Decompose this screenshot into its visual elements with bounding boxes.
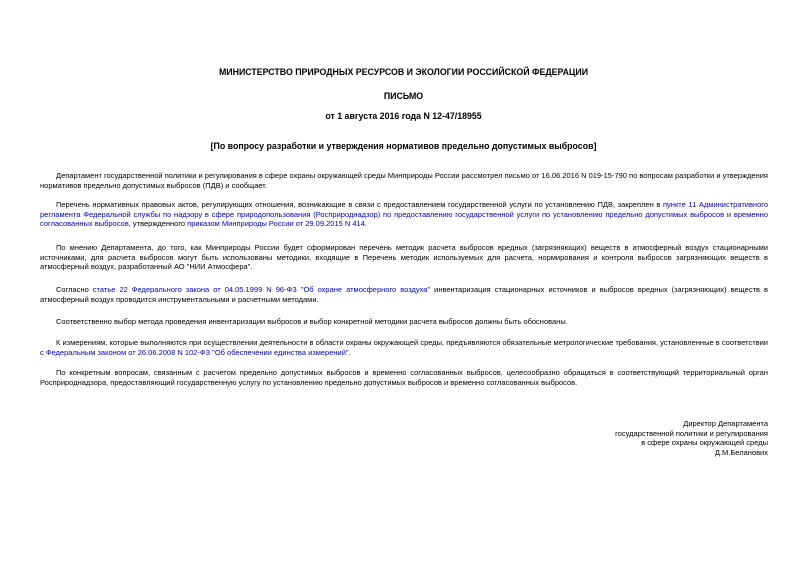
paragraph-4-text-a: Согласно	[56, 285, 93, 294]
link-order-414[interactable]: приказом Минприроды России от 29.09.2015 N 414	[187, 219, 365, 229]
doc-type-heading: ПИСЬМО	[383, 91, 424, 101]
signature-title: Директор Департамента	[683, 419, 768, 428]
paragraph-3: По мнению Департамента, до того, как Минприроды России будет сформирован перечень методик расчета выбросов вредных (загрязняющих) веществ в атмосферный воздух стационарными источниками, для расчета выбросов могут быть использованы методики, входящие в Перечень методик используемых для расчета, нормирования и контроля выбросов загрязняющих веществ в атмосферный воздух, разработанный АО "НИИ Атмосфера".	[40, 243, 768, 272]
paragraph-1: Департамент государственной политики и регулирования в сфере охраны окружающей среды Минприроды России рассмотрел письмо от 16.06.2016 N 019-15-790 по вопросам разработки и утверждения нормативов предельно допустимых выбросов (ПДВ) и сообщает.	[40, 171, 768, 190]
paragraph-2-text-c: .	[364, 219, 367, 229]
signature-name: Д.М.Белановиx	[714, 447, 768, 457]
signature-department-area: в сфере охраны окружающей среды	[641, 438, 768, 448]
ministry-heading: МИНИСТЕРСТВО ПРИРОДНЫХ РЕСУРСОВ И ЭКОЛОГИИ РОССИЙСКОЙ ФЕДЕРАЦИИ	[218, 67, 589, 77]
paragraph-2-text-b: , утвержденного	[128, 219, 188, 229]
date-number-heading: от 1 августа 2016 года N 12-47/18955	[325, 111, 482, 121]
paragraph-5: Соответственно выбор метода проведения инвентаризации выбросов и выбор конкретной методики расчета выбросов должны быть обоснованы.	[56, 317, 568, 326]
subject-heading: [По вопросу разработки и утверждения нормативов предельно допустимых выбросов]	[210, 141, 597, 151]
paragraph-4	[40, 285, 768, 304]
paragraph-6-text-a: К измерениям, которые выполняются при осуществлении деятельности в области охраны окружающей среды, предъявляются обязательные метрологические требования, установленные в соответствии с	[40, 338, 768, 357]
paragraph-6-text-b: .	[348, 347, 351, 357]
signature-block	[615, 419, 768, 457]
link-admin-regulation[interactable]: пункте 11 Административного регламента Федеральной службы по надзору в сфере природопользования (Росприроднадзор) по предоставлению государственной услуги по установлению предельно допустимых выбросов и временно согласованных выбросов	[40, 200, 768, 229]
signature-department: государственной политики и регулирования	[615, 428, 768, 438]
paragraph-2	[40, 200, 768, 229]
paragraph-7: По конкретным вопросам, связанным с расчетом предельно допустимых выбросов и временно согласованных выбросов, целесообразно обращаться в соответствующий территориальный орган Росприроднадзора, предоставляющий государственную услугу по установлению предельно допустимых выбросов и временно согласованных выбросов.	[40, 368, 768, 387]
link-federal-law-102[interactable]: Федеральным законом от 26.06.2008 N 102-ФЗ "Об обеспечении единства измерений"	[45, 347, 349, 357]
link-federal-law-96[interactable]: статье 22 Федерального закона от 04.05.1999 N 96-ФЗ "Об охране атмосферного воздуха"	[92, 285, 431, 294]
paragraph-4-text-b: инвентаризация стационарных источников и выбросов вредных (загрязняющих) веществ в атмосферный воздух проводится инструментальными и расчетными методами.	[40, 285, 768, 304]
paragraph-2-text-a: Перечень нормативных правовых актов, регулирующих отношения, возникающие в связи с предоставлением государственной услуги по установлению ПДВ, закреплен в	[56, 200, 663, 209]
paragraph-6	[40, 338, 768, 357]
